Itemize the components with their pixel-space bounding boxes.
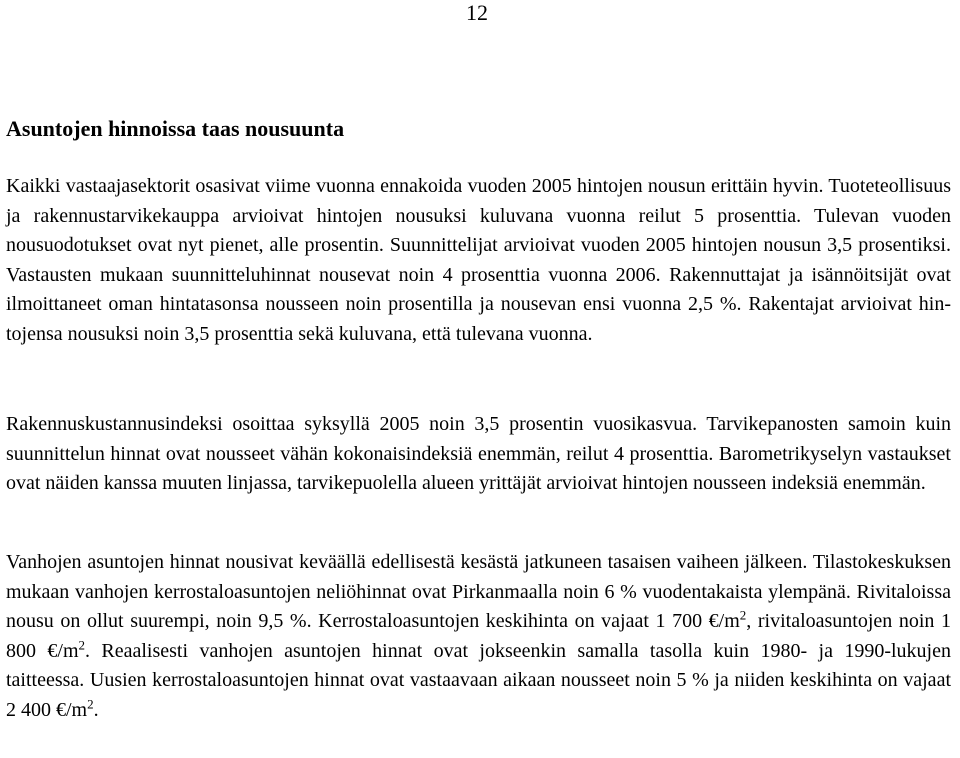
page-number: 12 <box>466 0 488 25</box>
section-heading: Asuntojen hinnoissa taas nousuunta <box>6 116 345 141</box>
paragraph-text-part: . Reaalisesti vanhojen asuntojen hinnat ovat jokseenkin samalla tasolla kuin 1980- ja 1990-lukujen taitteessa. Uusien kerrostaloasuntojen hinnat ovat vastaavaan aikaan nousseet noin 5 % ja niiden keskihinta on vajaat 2 400 €/m <box>6 639 951 721</box>
paragraph-price-expectations: Kaikki vastaajasektorit osasivat viime vuonna ennakoida vuoden 2005 hintojen nousun erittäin hyvin. Tuoteteollisuus ja rakennustarvikekauppa arvioivat hintojen nousuksi kuluvana vuonna reilut 5 prosenttia. Tulevan vuoden nousuodotukset ovat nyt pienet, alle prosentin. Suunnittelijat arvioivat vuoden 2005 hintojen nousun 3,5 prosentiksi. Vastausten mukaan suunnitteluhinnat nousevat noin 4 prosenttia vuonna 2006. Rakennuttajat ja isännöitsijät ovat ilmoittaneet oman hintatasonsa nousseen noin prosentilla ja nousevan ensi vuonna 2,5 %. Rakentajat arvioivat hintojensa nousuksi noin 3,5 prosenttia sekä kuluvana, että tulevana vuonna. <box>6 175 951 345</box>
superscript-square: 2 <box>78 637 86 653</box>
paragraph-housing-prices <box>6 548 951 726</box>
paragraph-text-part: Vanhojen asuntojen hinnat nousivat keväällä edellisestä kesästä jatkuneen tasaisen vaiheen jälkeen. Tilastokeskuksen mukaan vanhojen kerrostaloasuntojen neliöhinnat ovat Pirkanmaalla noin 6 % vuodentakaista ylempänä. Rivitaloissa nousu on ollut suurempi, noin 9,5 %. Kerrostaloasuntojen keskihinta on vajaat 1 700 €/m <box>6 551 951 633</box>
superscript-square: 2 <box>739 607 747 623</box>
superscript-square: 2 <box>87 696 94 712</box>
paragraph-text-part: . <box>93 698 99 721</box>
paragraph-construction-cost-index: Rakennuskustannusindeksi osoittaa syksyllä 2005 noin 3,5 prosentin vuosikasvua. Tarvikepanosten samoin kuin suunnittelun hinnat ovat nousseet vähän kokonaisindeksiä enemmän, reilut 4 prosenttia. Barometrikyselyn vastaukset ovat näiden kanssa muuten linjassa, tarvikepuolella alueen yrittäjät arvioivat hintojen nousseen indeksiä enemmän. <box>6 413 951 495</box>
paragraph-text-part: , rivitaloasuntojen noin 1 800 €/m <box>6 610 951 662</box>
